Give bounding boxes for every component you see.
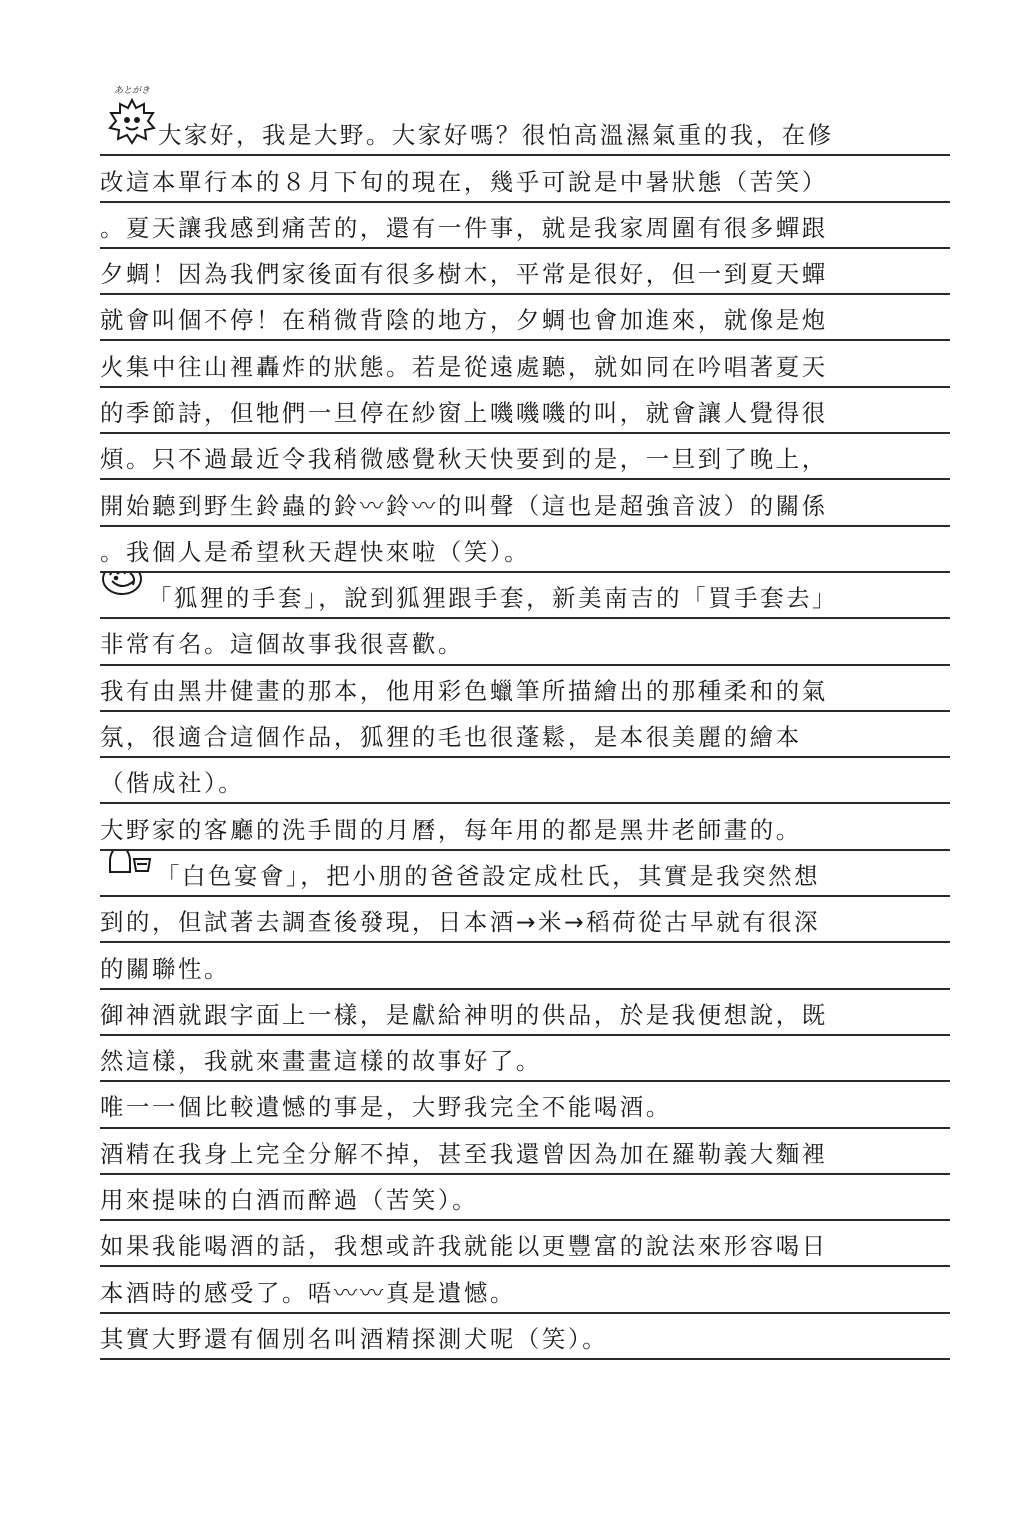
text-line: 大野家的客廳的洗手間的月曆，每年用的都是黑井老師畫的。 [100, 804, 950, 850]
fox-curled-icon [100, 573, 144, 612]
text-line: 酒精在我身上完全分解不掉，甚至我還曾因為加在羅勒義大麵裡 [100, 1129, 950, 1175]
stamp-label: あとがき [113, 86, 150, 96]
text-line: 用來提味的白酒而醉過（苦笑）。 [100, 1175, 950, 1221]
text-line: 我有由黑井健畫的那本，他用彩色蠟筆所描繪出的那種柔和的氣 [100, 666, 950, 712]
sake-bottle-cup-icon [100, 851, 152, 890]
text-line: 改這本單行本的８月下旬的現在，幾乎可說是中暑狀態（苦笑） [100, 156, 950, 202]
text-line: 其實大野還有個別名叫酒精探測犬呢（笑）。 [100, 1314, 950, 1360]
text-line: 「狐狸的手套」，說到狐狸跟手套，新美南吉的「買手套去」 [100, 573, 950, 619]
text-line: 的季節詩，但牠們一旦停在紗窗上嘰嘰嘰的叫，就會讓人覺得很 [100, 388, 950, 434]
text-line: 火集中往山裡轟炸的狀態。若是從遠處聽，就如同在吟唱著夏天 [100, 341, 950, 387]
text-line: 非常有名。這個故事我很喜歡。 [100, 619, 950, 665]
text-line: 如果我能喝酒的話，我想或許我就能以更豐富的說法來形容喝日 [100, 1221, 950, 1267]
text-line: 。我個人是希望秋天趕快來啦（笑）。 [100, 527, 950, 573]
text-line: 。夏天讓我感到痛苦的，還有一件事，就是我家周圍有很多蟬跟 [100, 203, 950, 249]
text-line: 大家好，我是大野。大家好嗎？很怕高溫濕氣重的我，在修 [100, 110, 950, 156]
text-line: 到的，但試著去調查後發現，日本酒→米→稻荷從古早就有很深 [100, 897, 950, 943]
text-line: 開始聽到野生鈴蟲的鈴〰鈴〰的叫聲（這也是超強音波）的關係 [100, 480, 950, 526]
afterword-text [100, 110, 950, 1360]
text-line: 「白色宴會」，把小朋的爸爸設定成杜氏，其實是我突然想 [100, 851, 950, 897]
text-line: （偕成社）。 [100, 758, 950, 804]
text-line: 御神酒就跟字面上一樣，是獻給神明的供品，於是我便想說，既 [100, 990, 950, 1036]
text-line: 夕蜩！因為我們家後面有很多樹木，平常是很好，但一到夏天蟬 [100, 249, 950, 295]
text-line: 煩。只不過最近令我稍微感覺秋天快要到的是，一旦到了晚上， [100, 434, 950, 480]
text-line: 的關聯性。 [100, 943, 950, 989]
text-line: 氛，很適合這個作品，狐狸的毛也很蓬鬆，是本很美麗的繪本 [100, 712, 950, 758]
text-line: 然這樣，我就來畫畫這樣的故事好了。 [100, 1036, 950, 1082]
text-line: 就會叫個不停！在稍微背陰的地方，夕蜩也會加進來，就像是炮 [100, 295, 950, 341]
text-line: 本酒時的感受了。唔〰〰真是遺憾。 [100, 1267, 950, 1313]
text-line: 唯一一個比較遺憾的事是，大野我完全不能喝酒。 [100, 1082, 950, 1128]
